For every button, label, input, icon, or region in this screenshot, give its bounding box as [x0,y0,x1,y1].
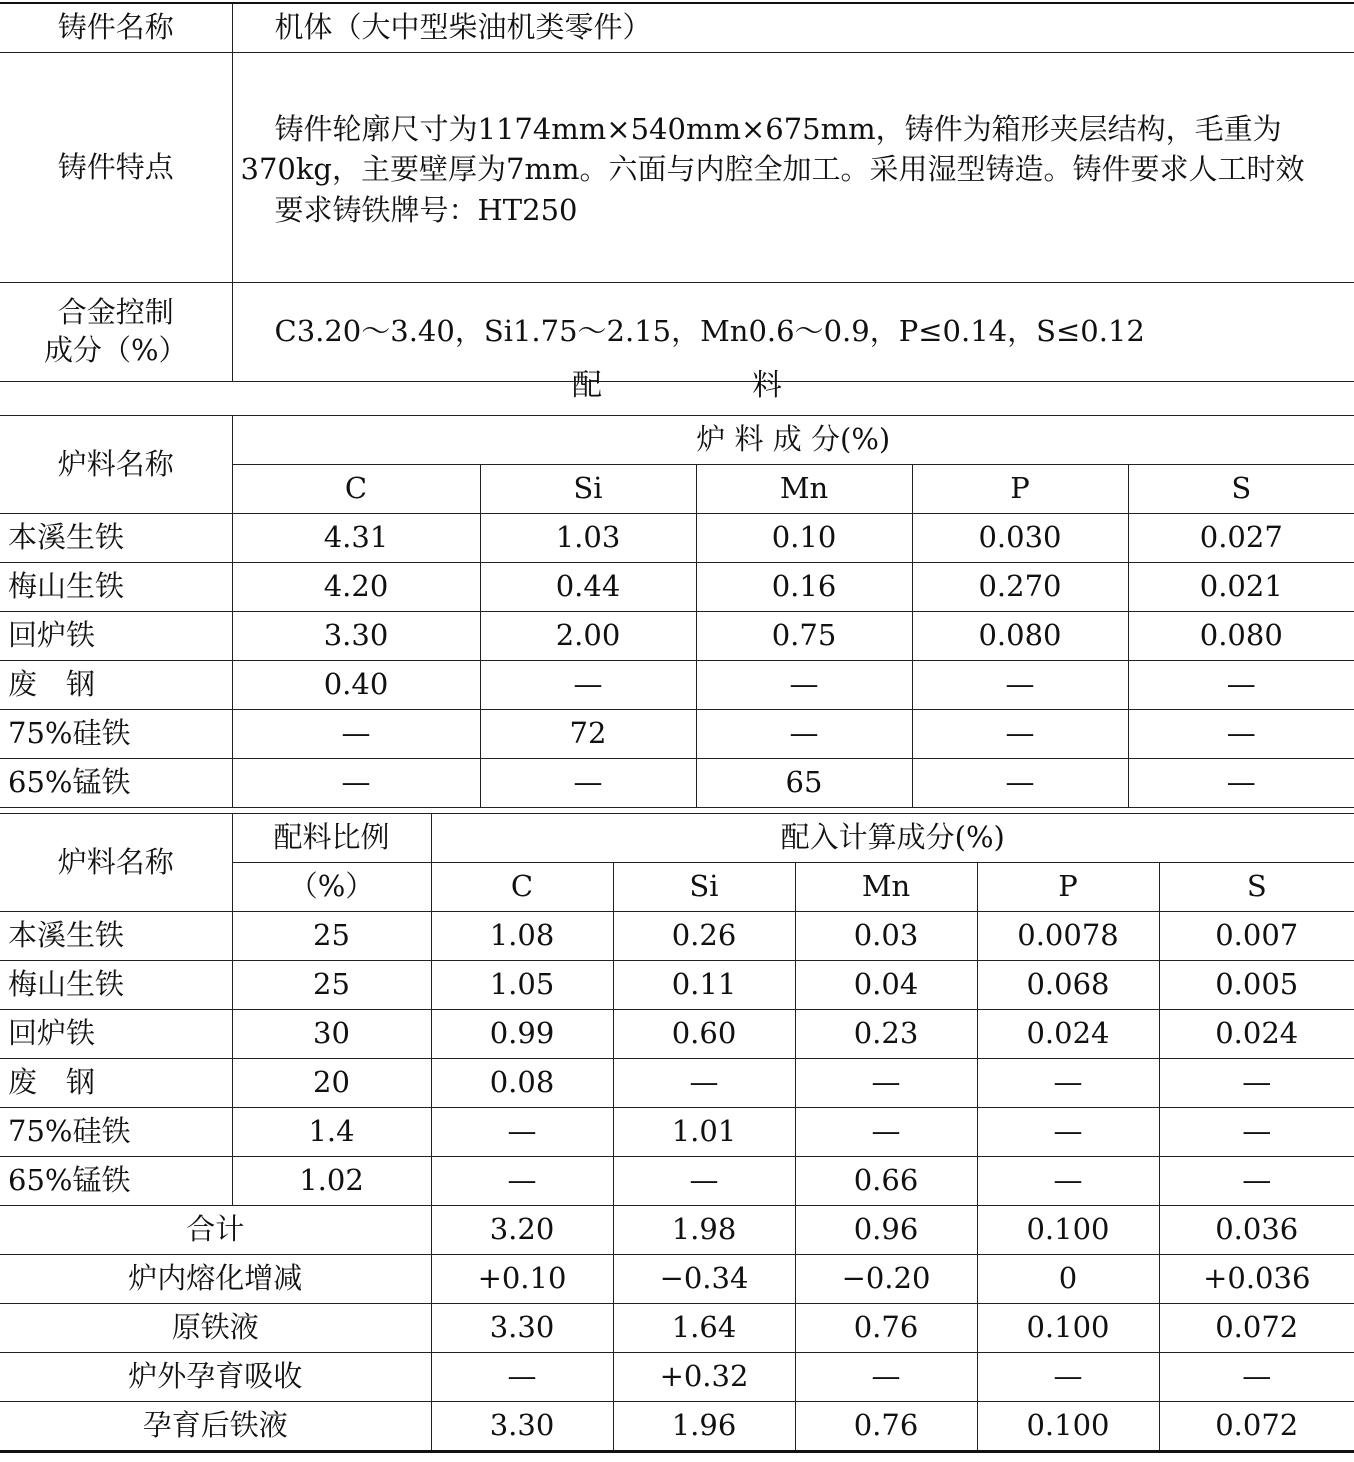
charge-value-c: 3.30 [232,612,480,661]
calc-value-s: 0.007 [1159,912,1354,961]
summary-value-s: 0.072 [1159,1304,1354,1353]
charge-material-name: 回炉铁 [0,612,232,661]
charge-row [0,514,1354,563]
charge-value-s: 0.027 [1128,514,1354,563]
calc-value-s: 0.024 [1159,1010,1354,1059]
summary-value-p: 0 [977,1255,1159,1304]
calc-group-header: 配入计算成分(%) [431,814,1354,863]
charge-row [0,612,1354,661]
summary-value-s: +0.036 [1159,1255,1354,1304]
casting-name-row [0,3,1354,53]
summary-value-c: 3.30 [431,1402,613,1452]
calc-value-c: 1.05 [431,961,613,1010]
calc-rows [0,912,1354,1452]
charge-material-name: 65%锰铁 [0,759,232,808]
summary-value-c: 3.30 [431,1304,613,1353]
summary-value-mn: −0.20 [795,1255,977,1304]
calc-name-header: 炉料名称 [0,814,232,912]
calc-value-mn: — [795,1108,977,1157]
summary-value-mn: 0.76 [795,1402,977,1452]
summary-value-si: −0.34 [613,1255,795,1304]
calc-ratio-value: 1.4 [232,1108,431,1157]
charge-value-mn: 65 [696,759,912,808]
summary-row [0,1206,1354,1255]
summary-row [0,1304,1354,1353]
charge-value-mn: — [696,661,912,710]
calc-col-header-c: C [431,863,613,912]
calc-value-c: — [431,1108,613,1157]
charge-col-header-c: C [232,465,480,514]
calc-value-c: — [431,1157,613,1206]
charge-value-p: — [912,759,1128,808]
calc-value-p: — [977,1059,1159,1108]
calc-value-s: 0.005 [1159,961,1354,1010]
summary-value-si: 1.96 [613,1402,795,1452]
calc-value-si: — [613,1059,795,1108]
summary-value-s: — [1159,1353,1354,1402]
summary-label: 炉外孕育吸收 [0,1353,431,1402]
casting-features-label: 铸件特点 [0,53,232,283]
charge-value-s: — [1128,759,1354,808]
charge-col-header-mn: Mn [696,465,912,514]
calc-value-s: — [1159,1108,1354,1157]
calc-ratio-value: 30 [232,1010,431,1059]
section-title: 配料 [572,368,932,403]
calc-col-header-p: P [977,863,1159,912]
summary-value-si: 1.64 [613,1304,795,1353]
calculated-composition-table [0,813,1354,1453]
calc-row [0,1157,1354,1206]
iron-grade-text: 要求铸铁牌号：HT250 [274,192,578,227]
charge-value-s: 0.080 [1128,612,1354,661]
charge-value-p: 0.270 [912,563,1128,612]
charge-group-header: 炉 料 成 分(%) [232,416,1354,465]
casting-info-table [0,2,1354,382]
charge-value-p: 0.030 [912,514,1128,563]
charge-value-c: 0.40 [232,661,480,710]
calc-material-name: 本溪生铁 [0,912,232,961]
casting-name-label: 铸件名称 [0,3,232,53]
calc-ratio-header-line1: 配料比例 [232,814,431,863]
calc-row [0,961,1354,1010]
alloy-label-line1: 合金控制 [57,295,174,330]
charge-value-si: 0.44 [480,563,696,612]
charge-value-si: 72 [480,710,696,759]
calc-value-c: 1.08 [431,912,613,961]
summary-label: 孕育后铁液 [0,1402,431,1452]
charge-value-si: 2.00 [480,612,696,661]
charge-value-p: — [912,710,1128,759]
summary-value-p: 0.100 [977,1402,1159,1452]
charge-value-s: — [1128,661,1354,710]
calc-header-row [0,814,1354,863]
charge-value-s: 0.021 [1128,563,1354,612]
calc-value-mn: 0.23 [795,1010,977,1059]
summary-value-mn: — [795,1353,977,1402]
summary-value-c: 3.20 [431,1206,613,1255]
calc-value-mn: 0.66 [795,1157,977,1206]
charge-material-name: 梅山生铁 [0,563,232,612]
charge-value-mn: 0.10 [696,514,912,563]
charge-value-p: 0.080 [912,612,1128,661]
calc-value-c: 0.08 [431,1059,613,1108]
charge-material-name: 75%硅铁 [0,710,232,759]
casting-name-value: 机体（大中型柴油机类零件） [232,3,1354,53]
summary-value-s: 0.072 [1159,1402,1354,1452]
calc-ratio-header-line2: （%） [232,863,431,912]
calc-ratio-value: 1.02 [232,1157,431,1206]
charge-value-s: — [1128,710,1354,759]
summary-value-s: 0.036 [1159,1206,1354,1255]
charge-header-row [0,416,1354,465]
calc-value-s: — [1159,1059,1354,1108]
calc-value-c: 0.99 [431,1010,613,1059]
charge-value-c: 4.31 [232,514,480,563]
charge-value-c: — [232,710,480,759]
alloy-label-line2: 成分（%） [43,333,188,367]
summary-value-mn: 0.76 [795,1304,977,1353]
calc-value-si: 0.60 [613,1010,795,1059]
charge-rows [0,514,1354,808]
calc-col-header-mn: Mn [795,863,977,912]
summary-label: 合计 [0,1206,431,1255]
charge-row [0,759,1354,808]
charge-col-header-p: P [912,465,1128,514]
summary-value-p: 0.100 [977,1206,1159,1255]
summary-value-p: 0.100 [977,1304,1159,1353]
calc-value-p: 0.0078 [977,912,1159,961]
charge-value-si: — [480,661,696,710]
summary-value-si: +0.32 [613,1353,795,1402]
charge-col-header-s: S [1128,465,1354,514]
charge-value-mn: 0.16 [696,563,912,612]
charge-value-mn: 0.75 [696,612,912,661]
charge-row [0,661,1354,710]
charge-col-header-si: Si [480,465,696,514]
summary-row [0,1353,1354,1402]
summary-value-p: — [977,1353,1159,1402]
charge-row [0,563,1354,612]
summary-row [0,1402,1354,1452]
calc-material-name: 回炉铁 [0,1010,232,1059]
calc-value-p: — [977,1108,1159,1157]
calc-col-header-s: S [1159,863,1354,912]
calc-row [0,1108,1354,1157]
charge-value-si: — [480,759,696,808]
casting-features-cell [232,53,1354,283]
calc-material-name: 65%锰铁 [0,1157,232,1206]
calc-ratio-value: 25 [232,961,431,1010]
charge-value-si: 1.03 [480,514,696,563]
charge-material-name: 废 钢 [0,661,232,710]
calc-ratio-value: 25 [232,912,431,961]
summary-label: 原铁液 [0,1304,431,1353]
charge-composition-table [0,415,1354,808]
calc-material-name: 梅山生铁 [0,961,232,1010]
charge-row [0,710,1354,759]
calc-ratio-value: 20 [232,1059,431,1108]
calc-col-header-si: Si [613,863,795,912]
calc-value-p: — [977,1157,1159,1206]
charge-value-mn: — [696,710,912,759]
calc-value-p: 0.068 [977,961,1159,1010]
alloy-control-value: C3.20～3.40，Si1.75～2.15，Mn0.6～0.9，P≤0.14，S≤0.12 [232,283,1354,382]
calc-row [0,1059,1354,1108]
summary-row [0,1255,1354,1304]
calc-value-si: 0.11 [613,961,795,1010]
calc-material-name: 75%硅铁 [0,1108,232,1157]
calc-value-s: — [1159,1157,1354,1206]
summary-value-c: +0.10 [431,1255,613,1304]
charge-value-c: 4.20 [232,563,480,612]
summary-value-si: 1.98 [613,1206,795,1255]
summary-label: 炉内熔化增减 [0,1255,431,1304]
calc-value-mn: — [795,1059,977,1108]
calc-material-name: 废 钢 [0,1059,232,1108]
calc-value-si: — [613,1157,795,1206]
calc-value-mn: 0.04 [795,961,977,1010]
charge-name-header: 炉料名称 [0,416,232,514]
calc-value-mn: 0.03 [795,912,977,961]
charge-material-name: 本溪生铁 [0,514,232,563]
summary-value-c: — [431,1353,613,1402]
calc-value-si: 0.26 [613,912,795,961]
charge-value-p: — [912,661,1128,710]
summary-value-mn: 0.96 [795,1206,977,1255]
calc-row [0,912,1354,961]
casting-features-text: 铸件轮廓尺寸为1174mm×540mm×675mm，铸件为箱形夹层结构，毛重为370kg，主要壁厚为7mm。六面与内腔全加工。采用湿型铸造。铸件要求人工时效 [240,112,1305,187]
casting-features-row [0,53,1354,283]
calc-value-si: 1.01 [613,1108,795,1157]
calc-row [0,1010,1354,1059]
calc-value-p: 0.024 [977,1010,1159,1059]
charge-value-c: — [232,759,480,808]
